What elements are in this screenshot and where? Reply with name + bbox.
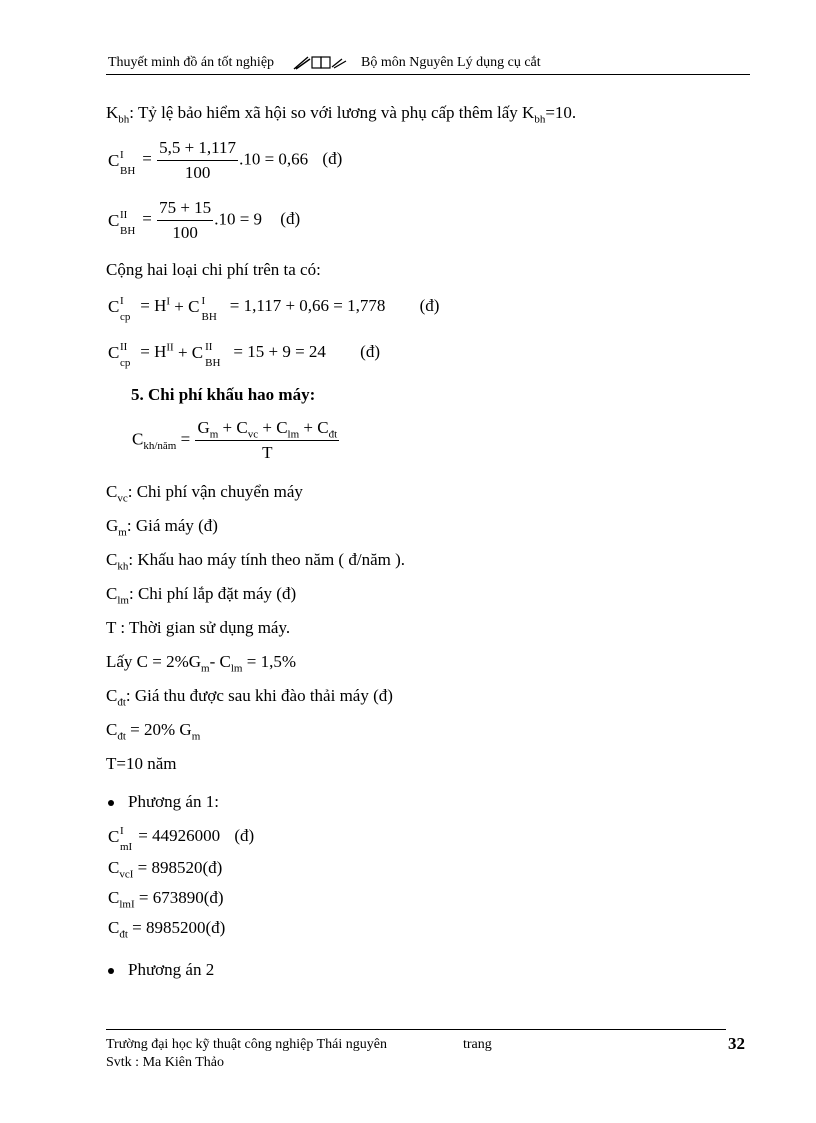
footer-school: Trường đại học kỹ thuật công nghiệp Thái nguyên xyxy=(106,1037,387,1052)
bullet-icon xyxy=(108,800,114,806)
header-left: Thuyết minh đồ án tốt nghiệp xyxy=(108,55,275,70)
header-rule xyxy=(106,74,750,75)
page-number: 32 xyxy=(728,1034,745,1053)
lay-line: Lấy $C = 2\%G_m-$ $C_{lm} = 1,5\%$ xyxy=(106,652,296,675)
option-2: Phương án 2 xyxy=(108,960,214,980)
def-ckh: $C_{kh}$: Khấu hao máy tính theo năm ( đ/năm ). xyxy=(106,550,406,573)
t-value: T=10 năm xyxy=(106,754,177,773)
def-gm: $G_m$: Giá máy (đ) xyxy=(106,516,218,539)
footer-trang: trang xyxy=(463,1037,492,1052)
opt1-clm: $C_{lmI}$ = 673890(đ) xyxy=(108,888,224,911)
kbh-value: =10. xyxy=(545,103,577,122)
eq-cdt: $C_{đt} = 20\%$ $G_m$ xyxy=(106,720,201,743)
def-clm: $C_{lm}$: Chi phí lắp đặt máy (đ) xyxy=(106,584,297,607)
footer-rule xyxy=(106,1029,726,1030)
equation-cbh-2: C II BH = $\frac{75 + 15}{100}$ .10 = 9 (đ) xyxy=(108,198,301,242)
equation-ccp-2: C II cp = $H^{II} + C$ II BH = 15 + 9 = 24 (đ) xyxy=(108,341,380,370)
sum-intro: Cộng hai loại chi phí trên ta có: xyxy=(106,260,321,279)
equation-cbh-1: C I BH = $\frac{5,5 + 1,117}{100}$ .10 = 0,66 (đ) xyxy=(108,138,343,182)
equation-ckh: $C_{kh/năm}$ = $\frac{G_m + C_{vc} + C_{lm} + C_{đt}}{T}$ xyxy=(132,418,338,462)
kbh-definition xyxy=(106,103,577,126)
kbh-sub: bh xyxy=(118,113,130,126)
opt1-cdt: $C_{đt}$ = 8985200(đ) xyxy=(108,918,226,941)
equation-ccp-1: C I cp = $H^I + C$ I BH = 1,117 + 0,66 = 1,778 (đ) xyxy=(108,295,440,324)
def-t: T : Thời gian sử dụng máy. xyxy=(106,618,291,637)
footer-student: Svtk : Ma Kiên Thảo xyxy=(106,1055,224,1070)
opt1-cvc: $C_{vcI}$ = 898520(đ) xyxy=(108,858,223,881)
option-1: Phương án 1: xyxy=(108,792,219,812)
kbh-sub-2: bh xyxy=(534,113,546,126)
bullet-icon xyxy=(108,968,114,974)
kbh-base: K xyxy=(106,103,119,122)
def-cdt: $C_{đt}$: Giá thu được sau khi đào thải máy (đ) xyxy=(106,686,393,709)
def-cvc: $C_{vc}$: Chi phí vận chuyển máy xyxy=(106,482,303,505)
opt1-cm: C I mI = 44926000 (đ) xyxy=(108,825,255,854)
kbh-text: : Tỷ lệ bảo hiểm xã hội so với lương và phụ cấp thêm lấy K xyxy=(129,103,535,122)
header-right: Bộ môn Nguyên Lý dụng cụ cắt xyxy=(361,55,541,70)
section-5-title: 5. Chi phí khấu hao máy: xyxy=(131,385,316,404)
